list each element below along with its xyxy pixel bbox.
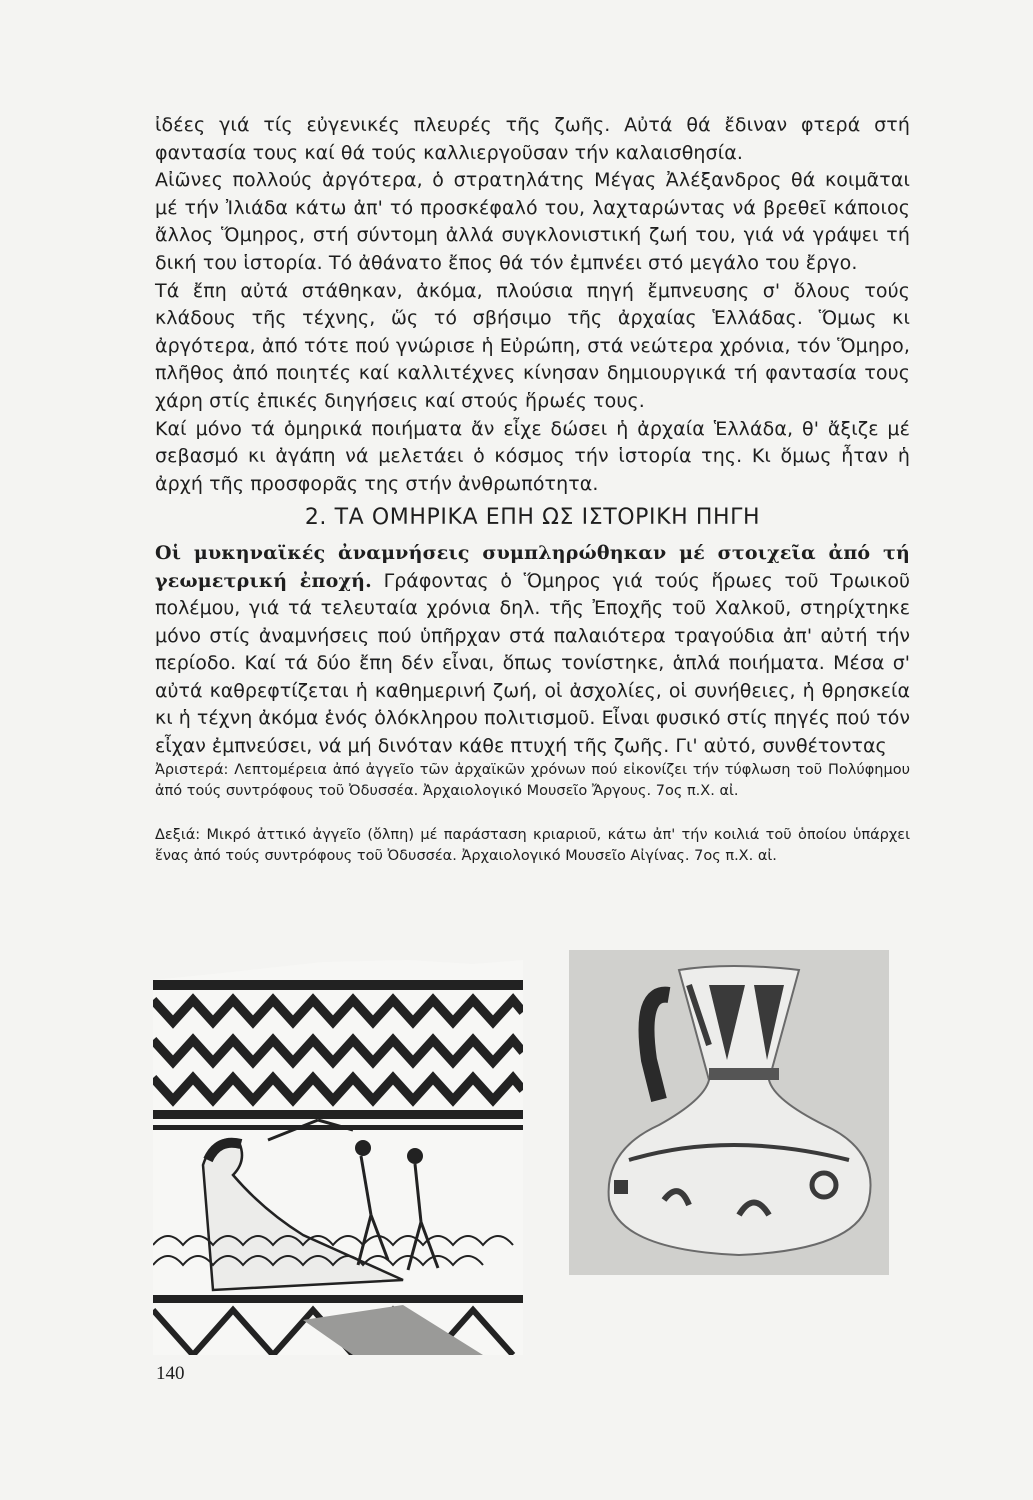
paragraph-2: Αἰῶνες πολλούς ἀργότερα, ὁ στρατηλάτης Μέγας Ἀλέξανδρος θά κοιμᾶται μέ τήν Ἰλιάδα κάτω ἀπ' τό προσκέφαλό του, λαχταρώντας νά βρεθεῖ κάποιος ἄλλος Ὅμηρος, στή σύντομη ἀλλά συγκλονιστική ζωή του, γιά νά γράψει τή δική του ἱστορία. Τό ἀθάνατο ἔπος θά τόν ἐμπνέει στό μεγάλο του ἔργο. (155, 169, 910, 274)
vase-fragment-photo (153, 960, 523, 1355)
section-text: Γράφοντας ὁ Ὅμηρος γιά τούς ἥρωες τοῦ Τρωικοῦ πολέμου, γιά τά τελευταία χρόνια δηλ. τῆς Ἐποχῆς τοῦ Χαλκοῦ, στηρίχτηκε μόνο στίς ἀναμνήσεις πού ὑπῆρχαν στά παλαιότερα τραγούδια ἀπ' αὐτή τήν περίοδο. Καί τά δύο ἔπη δέν εἶναι, ὅπως τονίστηκε, ἁπλά ποιήματα. Μέσα σ' αὐτά καθρεφτίζεται ἡ καθημερινή ζωή, οἱ ἀσχολίες, οἱ συνήθειες, ἡ θρησκεία κι ἡ τέχνη ἀκόμα ἑνός ὁλόκληρου πολιτισμοῦ. Εἶναι φυσικό στίς πηγές πού τόν εἶχαν ἐμπνεύσει, νά μή δινόταν κάθε πτυχή τῆς ζωῆς. Γι' αὐτό, συνθέτοντας (155, 569, 910, 757)
vase-fragment-drawing (153, 960, 523, 1355)
caption-left: Ἀριστερά: Λεπτομέρεια ἀπό ἀγγεῖο τῶν ἀρχαϊκῶν χρόνων πού εἰκονίζει τήν τύφλωση τοῦ Πολύφημου ἀπό τούς συντρόφους τοῦ Ὀδυσσέα. Ἀρχαιολογικό Μουσεῖο Ἄργους. 7ος π.Χ. αἰ. (155, 762, 910, 799)
section-body (155, 540, 910, 760)
page-number: 140 (156, 1363, 185, 1384)
section-lead: Οἱ μυκηναϊκές ἀναμνήσεις συμπληρώθηκαν μέ στοιχεῖα ἀπό τή γεωμετρική ἐποχή. (155, 542, 910, 592)
paragraph-1: ἰδέες γιά τίς εὐγενικές πλευρές τῆς ζωῆς. Αὐτά θά ἔδιναν φτερά στή φαντασία τους καί θά τούς καλλιεργοῦσαν τήν καλαισθησία. (155, 114, 910, 164)
body-text (155, 112, 910, 498)
section-heading: 2. ΤΑ ΟΜΗΡΙΚΑ ΕΠΗ ΩΣ ΙΣΤΟΡΙΚΗ ΠΗΓΗ (304, 505, 761, 530)
paragraph-4: Καί μόνο τά ὁμηρικά ποιήματα ἄν εἶχε δώσει ἡ ἀρχαία Ἑλλάδα, θ' ἄξιζε μέ σεβασμό κι ἀγάπη νά μελετάει ὁ κόσμος τήν ἱστορία της. Κι ὅμως ἦταν ἡ ἀρχή τῆς προσφορᾶς της στήν ἀνθρωπότητα. (155, 417, 910, 495)
paragraph-3: Τά ἔπη αὐτά στάθηκαν, ἀκόμα, πλούσια πηγή ἔμπνευσης σ' ὅλους τούς κλάδους τῆς τέχνης, ὥς τό σβήσιμο τῆς ἀρχαίας Ἑλλάδας. Ὅμως κι ἀργότερα, ἀπό τότε πού γνώρισε ἡ Εὐρώπη, στά νεώτερα χρόνια, τόν Ὅμηρο, πλῆθος ἀπό ποιητές καί καλλιτέχνες κίνησαν δημιουργικά τή φαντασία τους χάρη στίς ἐπικές διηγήσεις καί στούς ἥρωές τους. (155, 279, 910, 412)
olpe-vase-drawing (569, 950, 889, 1275)
olpe-vase-photo (569, 950, 889, 1275)
caption-right: Δεξιά: Μικρό ἀττικό ἀγγεῖο (ὄλπη) μέ παράσταση κριαριοῦ, κάτω ἀπ' τήν κοιλιά τοῦ ὁποίου ὑπάρχει ἕνας ἀπό τούς συντρόφους τοῦ Ὀδυσσέα. Ἀρχαιολογικό Μουσεῖο Αἰγίνας. 7ος π.Χ. αἰ. (155, 827, 910, 864)
